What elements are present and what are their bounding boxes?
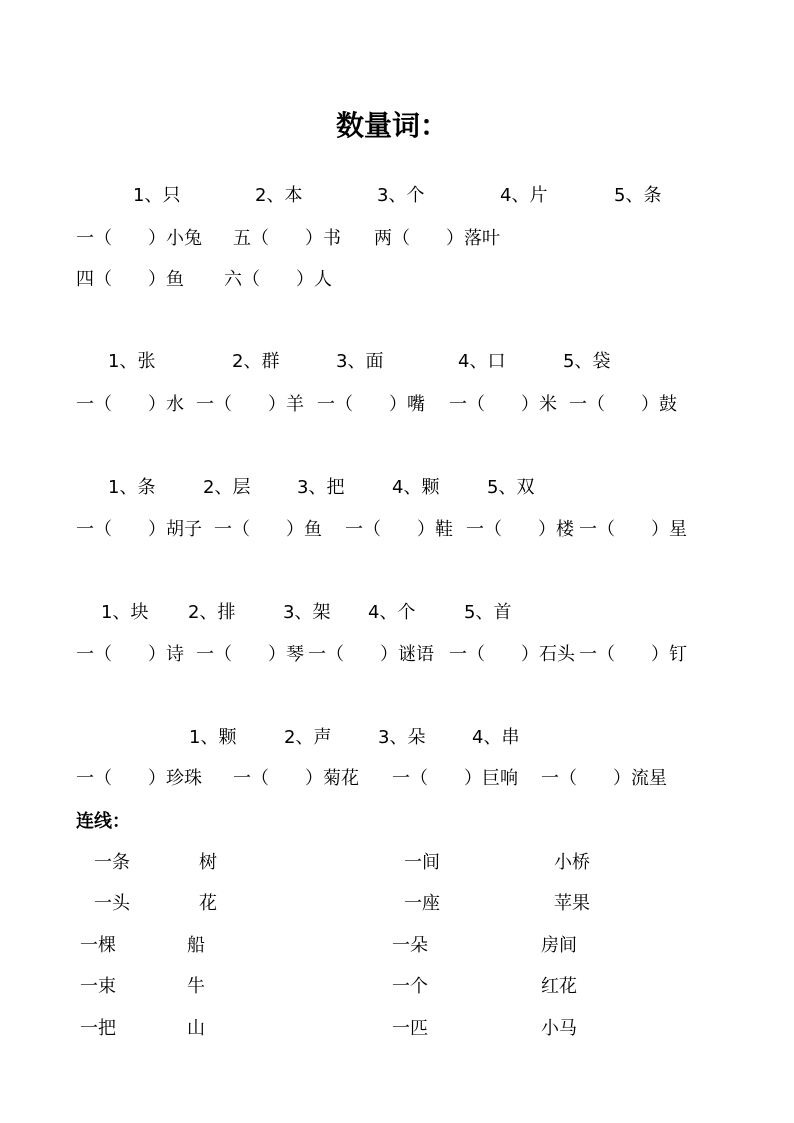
fill-blank[interactable]: 一（ ）楼 [466,519,574,540]
fill-blank[interactable]: 一（ ）鞋 [345,519,453,540]
match-measure[interactable]: 一把 [80,1018,116,1039]
option: 4、串 [472,727,520,748]
match-measure[interactable]: 一条 [94,852,130,873]
fill-blank[interactable]: 一（ ）菊花 [233,768,359,789]
option: 5、袋 [563,351,611,372]
match-noun[interactable]: 树 [199,852,217,873]
match-noun[interactable]: 小马 [541,1018,577,1039]
fill-blank[interactable]: 一（ ）胡子 [76,519,202,540]
option: 4、片 [500,185,548,206]
fill-blank[interactable]: 一（ ）流星 [541,768,667,789]
option: 5、双 [487,477,535,498]
option: 2、排 [188,602,236,623]
fill-blank[interactable]: 一（ ）羊 [196,394,304,415]
option: 1、块 [101,602,149,623]
match-measure[interactable]: 一座 [404,893,440,914]
option: 5、首 [464,602,512,623]
option: 4、口 [458,351,506,372]
fill-blank[interactable]: 一（ ）水 [76,394,184,415]
option: 3、把 [297,477,345,498]
option: 2、层 [203,477,251,498]
fill-blank[interactable]: 四（ ）鱼 [76,269,184,290]
match-measure[interactable]: 一朵 [392,935,428,956]
option: 3、个 [377,185,425,206]
option: 1、条 [108,477,156,498]
matching-heading: 连线： [76,811,130,832]
match-noun[interactable]: 红花 [541,976,577,997]
fill-blank[interactable]: 一（ ）巨响 [392,768,518,789]
match-noun[interactable]: 牛 [187,976,205,997]
option: 5、条 [614,185,662,206]
option: 1、张 [108,351,156,372]
fill-blank[interactable]: 两（ ）落叶 [374,228,500,249]
fill-blank[interactable]: 一（ ）石头 [449,644,575,665]
match-measure[interactable]: 一个 [392,976,428,997]
match-noun[interactable]: 小桥 [554,852,590,873]
option: 3、面 [336,351,384,372]
option: 4、颗 [392,477,440,498]
option: 2、声 [284,727,332,748]
match-noun[interactable]: 山 [187,1018,205,1039]
fill-blank[interactable]: 一（ ）鼓 [569,394,677,415]
option: 2、群 [232,351,280,372]
fill-blank[interactable]: 一（ ）小兔 [76,228,202,249]
option: 2、本 [255,185,303,206]
match-measure[interactable]: 一棵 [80,935,116,956]
fill-blank[interactable]: 一（ ）星 [579,519,687,540]
match-measure[interactable]: 一匹 [392,1018,428,1039]
match-noun[interactable]: 花 [199,893,217,914]
match-noun[interactable]: 房间 [541,935,577,956]
option: 1、只 [133,185,181,206]
fill-blank[interactable]: 一（ ）米 [449,394,557,415]
fill-blank[interactable]: 一（ ）钉 [579,644,687,665]
fill-blank[interactable]: 五（ ）书 [233,228,341,249]
match-noun[interactable]: 苹果 [554,893,590,914]
option: 3、朵 [378,727,426,748]
fill-blank[interactable]: 一（ ）琴 [196,644,304,665]
page-title: 数量词： [336,109,449,142]
match-measure[interactable]: 一间 [404,852,440,873]
option: 1、颗 [189,727,237,748]
option: 4、个 [368,602,416,623]
match-measure[interactable]: 一束 [80,976,116,997]
match-noun[interactable]: 船 [187,935,205,956]
fill-blank[interactable]: 一（ ）珍珠 [76,768,202,789]
fill-blank[interactable]: 六（ ）人 [224,269,332,290]
fill-blank[interactable]: 一（ ）谜语 [308,644,434,665]
fill-blank[interactable]: 一（ ）嘴 [317,394,425,415]
fill-blank[interactable]: 一（ ）鱼 [214,519,322,540]
fill-blank[interactable]: 一（ ）诗 [76,644,184,665]
match-measure[interactable]: 一头 [94,893,130,914]
option: 3、架 [283,602,331,623]
